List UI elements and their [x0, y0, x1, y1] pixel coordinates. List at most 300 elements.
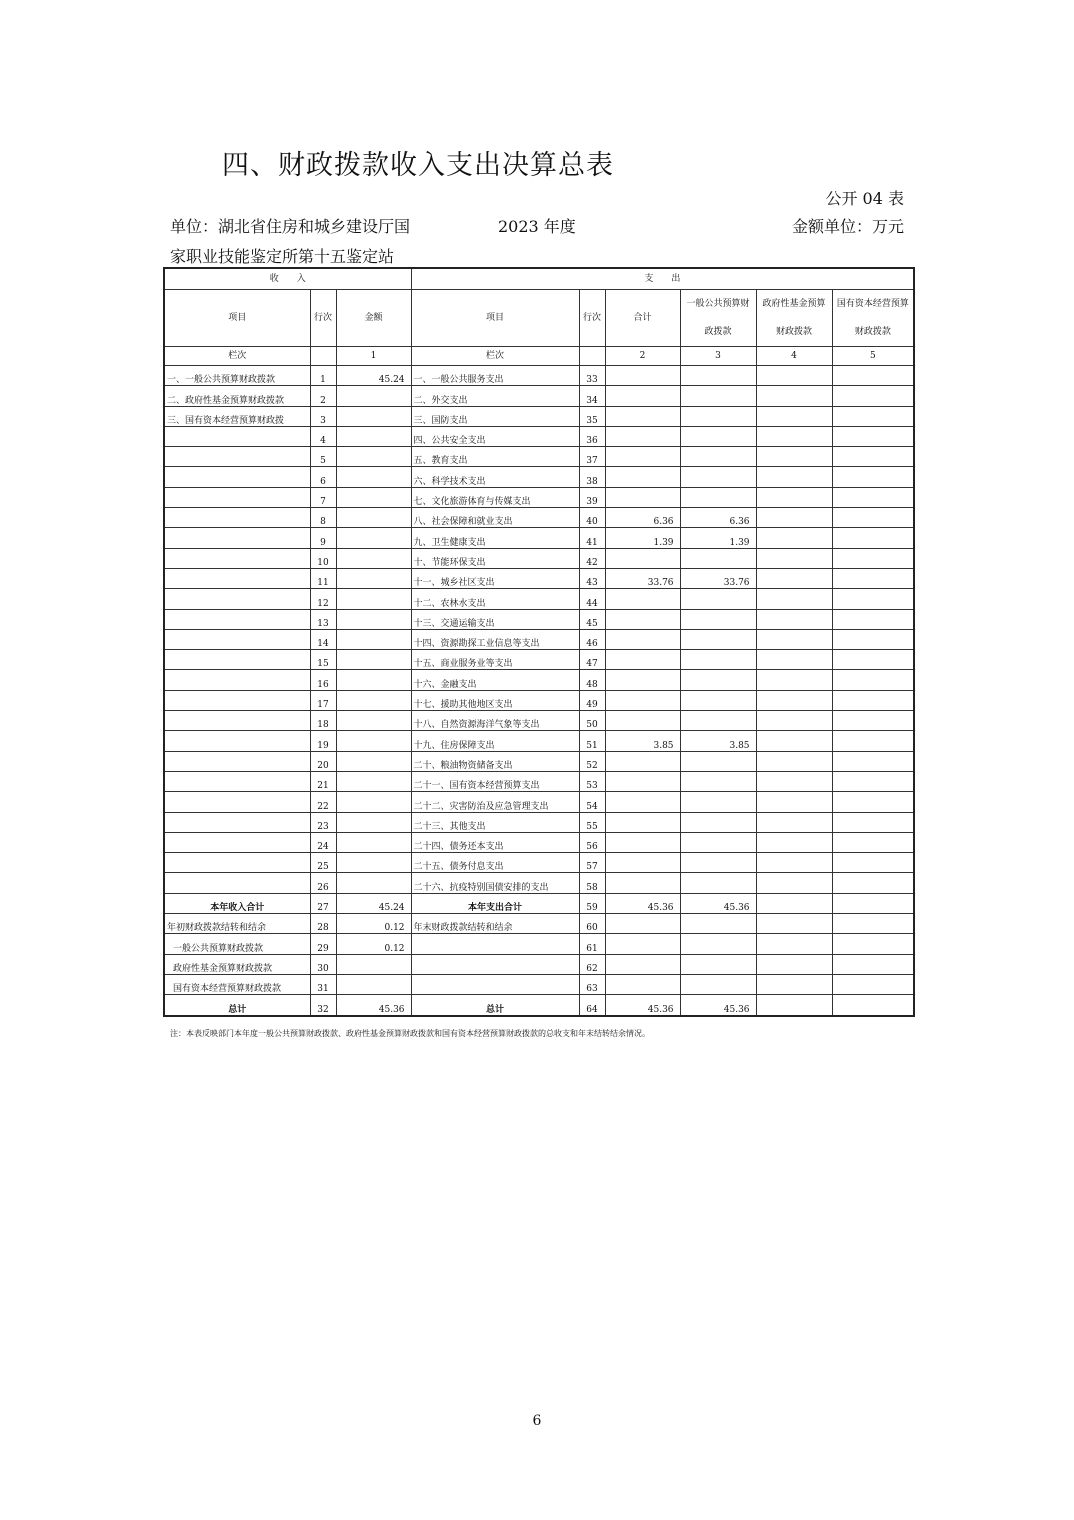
income-amount — [336, 609, 411, 629]
expense-state — [832, 853, 914, 873]
table-row — [164, 853, 914, 873]
expense-general — [680, 873, 756, 893]
carry-income-label: 年初财政拨款结转和结余 — [164, 914, 310, 934]
expense-general — [680, 711, 756, 731]
income-amount — [336, 670, 411, 690]
expense-gov — [756, 832, 832, 852]
expense-general — [680, 792, 756, 812]
expense-gov — [756, 447, 832, 467]
expense-total — [605, 467, 680, 487]
income-amount — [336, 873, 411, 893]
expense-gov — [756, 711, 832, 731]
expense-gov — [756, 650, 832, 670]
col-index-4: 4 — [756, 347, 832, 366]
income-item: 二、政府性基金预算财政拨款 — [164, 386, 310, 406]
col-header-general-budget: 一般公共预算财政拨款 — [680, 290, 756, 347]
col-header-income-rowno: 行次 — [310, 290, 336, 347]
expense-state — [832, 487, 914, 507]
col-index-2: 2 — [605, 347, 680, 366]
expense-item: 二十一、国有资本经营预算支出 — [411, 771, 579, 791]
expense-gov — [756, 751, 832, 771]
income-rowno: 4 — [310, 426, 336, 446]
expense-total — [605, 873, 680, 893]
income-item: 三、国有资本经营预算财政拨 — [164, 406, 310, 426]
sum-expense-label: 本年支出合计 — [411, 893, 579, 913]
expense-gov — [756, 609, 832, 629]
table-row — [164, 467, 914, 487]
expense-gov — [756, 853, 832, 873]
amount-unit: 金额单位：万元 — [791, 217, 904, 236]
expense-rowno: 33 — [579, 366, 605, 386]
grand-expense-general: 45.36 — [680, 995, 756, 1016]
income-rowno: 13 — [310, 609, 336, 629]
expense-total — [605, 792, 680, 812]
expense-state — [832, 771, 914, 791]
col-header-state-capital: 国有资本经营预算财政拨款 — [832, 290, 914, 347]
col-index-label-expense: 栏次 — [411, 347, 579, 366]
sub2-expense-rowno: 62 — [579, 954, 605, 974]
expense-item: 二十二、灾害防治及应急管理支出 — [411, 792, 579, 812]
income-item — [164, 650, 310, 670]
expense-rowno: 37 — [579, 447, 605, 467]
expense-general — [680, 447, 756, 467]
income-amount — [336, 589, 411, 609]
expense-item: 二、外交支出 — [411, 386, 579, 406]
income-item — [164, 568, 310, 588]
expense-general — [680, 751, 756, 771]
income-item — [164, 812, 310, 832]
income-item — [164, 487, 310, 507]
income-rowno: 18 — [310, 711, 336, 731]
sub3-expense-rowno: 63 — [579, 974, 605, 994]
grand-income-amount: 45.36 — [336, 995, 411, 1016]
expense-total — [605, 487, 680, 507]
expense-gov — [756, 690, 832, 710]
income-rowno: 9 — [310, 528, 336, 548]
empty-cell — [832, 954, 914, 974]
income-rowno: 15 — [310, 650, 336, 670]
income-item — [164, 528, 310, 548]
expense-item: 八、社会保障和就业支出 — [411, 508, 579, 528]
income-item — [164, 508, 310, 528]
expense-gov — [756, 426, 832, 446]
income-rowno: 7 — [310, 487, 336, 507]
expense-rowno: 43 — [579, 568, 605, 588]
income-item — [164, 792, 310, 812]
income-rowno: 6 — [310, 467, 336, 487]
col-index-label: 栏次 — [164, 347, 310, 366]
income-rowno: 17 — [310, 690, 336, 710]
table-row — [164, 690, 914, 710]
expense-rowno: 47 — [579, 650, 605, 670]
expense-rowno: 34 — [579, 386, 605, 406]
expense-rowno: 46 — [579, 629, 605, 649]
income-amount — [336, 853, 411, 873]
expense-gov — [756, 406, 832, 426]
expense-state — [832, 670, 914, 690]
income-rowno: 10 — [310, 548, 336, 568]
page-number: 6 — [532, 1413, 542, 1429]
expense-state — [832, 548, 914, 568]
empty-cell — [756, 954, 832, 974]
empty-cell — [756, 974, 832, 994]
income-item — [164, 589, 310, 609]
expense-state — [832, 447, 914, 467]
expense-state — [832, 731, 914, 751]
income-rowno: 1 — [310, 366, 336, 386]
col-header-gov-fund: 政府性基金预算财政拨款 — [756, 290, 832, 347]
expense-item: 三、国防支出 — [411, 406, 579, 426]
income-item — [164, 548, 310, 568]
empty-cell — [832, 934, 914, 954]
table-row — [164, 670, 914, 690]
expense-general: 6.36 — [680, 508, 756, 528]
expense-rowno: 42 — [579, 548, 605, 568]
sub3-income-rowno: 31 — [310, 974, 336, 994]
table-row — [164, 568, 914, 588]
expense-total: 1.39 — [605, 528, 680, 548]
income-rowno: 20 — [310, 751, 336, 771]
expense-item: 十五、商业服务业等支出 — [411, 650, 579, 670]
income-amount — [336, 812, 411, 832]
expense-state — [832, 589, 914, 609]
col-index-blank-expense — [579, 347, 605, 366]
income-amount — [336, 406, 411, 426]
income-rowno: 11 — [310, 568, 336, 588]
expense-state — [832, 366, 914, 386]
expense-general — [680, 812, 756, 832]
budget-summary-table — [163, 267, 915, 1017]
table-note: 注：本表反映部门本年度一般公共预算财政拨款、政府性基金预算财政拨款和国有资本经营预算财政拨款的总收支和年末结转结余情况。 — [170, 1029, 650, 1038]
empty-cell — [680, 934, 756, 954]
expense-item: 二十五、债务付息支出 — [411, 853, 579, 873]
income-rowno: 12 — [310, 589, 336, 609]
income-item — [164, 467, 310, 487]
income-item: 一、一般公共预算财政拨款 — [164, 366, 310, 386]
income-rowno: 19 — [310, 731, 336, 751]
empty-cell — [336, 974, 411, 994]
sub2-income-label: 政府性基金预算财政拨款 — [164, 954, 310, 974]
income-rowno: 21 — [310, 771, 336, 791]
expense-item: 十一、城乡社区支出 — [411, 568, 579, 588]
expense-item: 十六、金融支出 — [411, 670, 579, 690]
income-amount: 45.24 — [336, 366, 411, 386]
expense-total — [605, 447, 680, 467]
expense-general — [680, 609, 756, 629]
col-index-3: 3 — [680, 347, 756, 366]
table-row — [164, 366, 914, 386]
empty-cell — [756, 934, 832, 954]
empty-cell — [605, 934, 680, 954]
carry-expense-label: 年末财政拨款结转和结余 — [411, 914, 579, 934]
expense-general — [680, 650, 756, 670]
expense-gov — [756, 873, 832, 893]
income-amount — [336, 568, 411, 588]
expense-rowno: 57 — [579, 853, 605, 873]
sum-expense-general: 45.36 — [680, 893, 756, 913]
income-item — [164, 711, 310, 731]
expense-total: 33.76 — [605, 568, 680, 588]
carry-income-amount: 0.12 — [336, 914, 411, 934]
expense-rowno: 56 — [579, 832, 605, 852]
income-rowno: 14 — [310, 629, 336, 649]
table-row — [164, 609, 914, 629]
expense-total — [605, 548, 680, 568]
expense-general — [680, 406, 756, 426]
income-rowno: 8 — [310, 508, 336, 528]
income-amount — [336, 731, 411, 751]
empty-cell — [336, 954, 411, 974]
grand-income-label: 总计 — [164, 995, 310, 1016]
col-header-total: 合计 — [605, 290, 680, 347]
sub1-expense-rowno: 61 — [579, 934, 605, 954]
income-item — [164, 731, 310, 751]
expense-general — [680, 832, 756, 852]
col-header-expense-item: 项目 — [411, 290, 579, 347]
expense-general — [680, 771, 756, 791]
empty-cell — [411, 974, 579, 994]
expense-total — [605, 609, 680, 629]
empty-cell — [605, 914, 680, 934]
table-row — [164, 792, 914, 812]
expense-rowno: 41 — [579, 528, 605, 548]
expense-item: 十九、住房保障支出 — [411, 731, 579, 751]
table-row — [164, 548, 914, 568]
expense-general — [680, 853, 756, 873]
income-amount — [336, 832, 411, 852]
table-row — [164, 812, 914, 832]
col-header-expense-rowno: 行次 — [579, 290, 605, 347]
expense-gov — [756, 508, 832, 528]
table-row — [164, 650, 914, 670]
expense-total — [605, 366, 680, 386]
income-item — [164, 690, 310, 710]
unit-name-line1: 单位：湖北省住房和城乡建设厅国 — [170, 217, 411, 236]
sub1-income-label: 一般公共预算财政拨款 — [164, 934, 310, 954]
col-index-blank — [310, 347, 336, 366]
income-amount — [336, 426, 411, 446]
expense-rowno: 44 — [579, 589, 605, 609]
income-amount — [336, 629, 411, 649]
sub3-income-label: 国有资本经营预算财政拨款 — [164, 974, 310, 994]
empty-cell — [756, 914, 832, 934]
expense-state — [832, 528, 914, 548]
expense-general: 3.85 — [680, 731, 756, 751]
expense-general — [680, 366, 756, 386]
sub2-income-rowno: 30 — [310, 954, 336, 974]
expense-item: 二十六、抗疫特别国债安排的支出 — [411, 873, 579, 893]
expense-gov — [756, 670, 832, 690]
expense-general — [680, 487, 756, 507]
expense-total — [605, 650, 680, 670]
expense-rowno: 35 — [579, 406, 605, 426]
carry-expense-rowno: 60 — [579, 914, 605, 934]
expense-general: 1.39 — [680, 528, 756, 548]
expense-total — [605, 751, 680, 771]
expense-state — [832, 426, 914, 446]
income-item — [164, 853, 310, 873]
expense-item: 二十四、债务还本支出 — [411, 832, 579, 852]
expense-item: 十二、农林水支出 — [411, 589, 579, 609]
income-rowno: 22 — [310, 792, 336, 812]
table-row — [164, 629, 914, 649]
expense-total — [605, 771, 680, 791]
income-item — [164, 629, 310, 649]
table-row — [164, 426, 914, 446]
expense-item: 二十三、其他支出 — [411, 812, 579, 832]
table-row — [164, 447, 914, 467]
expense-gov — [756, 589, 832, 609]
expense-state — [832, 751, 914, 771]
income-amount — [336, 386, 411, 406]
expense-rowno: 45 — [579, 609, 605, 629]
expense-item: 一、一般公共服务支出 — [411, 366, 579, 386]
expense-general — [680, 629, 756, 649]
empty-cell — [680, 954, 756, 974]
income-item — [164, 609, 310, 629]
income-amount — [336, 650, 411, 670]
expense-general — [680, 467, 756, 487]
grand-expense-label: 总计 — [411, 995, 579, 1016]
col-header-income-item: 项目 — [164, 290, 310, 347]
income-item — [164, 670, 310, 690]
expense-gov — [756, 771, 832, 791]
income-header: 收 入 — [164, 268, 411, 290]
expense-item: 六、科学技术支出 — [411, 467, 579, 487]
income-rowno: 26 — [310, 873, 336, 893]
empty-cell — [411, 934, 579, 954]
sum-expense-gov — [756, 893, 832, 913]
expense-gov — [756, 467, 832, 487]
expense-total: 3.85 — [605, 731, 680, 751]
income-amount — [336, 690, 411, 710]
expense-rowno: 54 — [579, 792, 605, 812]
empty-cell — [680, 914, 756, 934]
expense-item: 九、卫生健康支出 — [411, 528, 579, 548]
expense-state — [832, 386, 914, 406]
empty-cell — [605, 954, 680, 974]
expense-item: 十四、资源勘探工业信息等支出 — [411, 629, 579, 649]
expense-rowno: 40 — [579, 508, 605, 528]
table-row — [164, 386, 914, 406]
income-rowno: 3 — [310, 406, 336, 426]
expense-total — [605, 711, 680, 731]
expense-general — [680, 670, 756, 690]
income-rowno: 23 — [310, 812, 336, 832]
expense-rowno: 53 — [579, 771, 605, 791]
unit-name-line2: 家职业技能鉴定所第十五鉴定站 — [170, 247, 395, 266]
expense-total — [605, 690, 680, 710]
sum-expense-rowno: 59 — [579, 893, 605, 913]
expense-state — [832, 832, 914, 852]
expense-rowno: 38 — [579, 467, 605, 487]
empty-cell — [411, 954, 579, 974]
expense-item: 七、文化旅游体育与传媒支出 — [411, 487, 579, 507]
expense-rowno: 50 — [579, 711, 605, 731]
expense-total — [605, 853, 680, 873]
form-code: 公开 04 表 — [825, 189, 904, 208]
col-header-income-amount: 金额 — [336, 290, 411, 347]
page-title: 四、财政拨款收入支出决算总表 — [222, 150, 614, 181]
income-amount — [336, 467, 411, 487]
sub1-income-amount: 0.12 — [336, 934, 411, 954]
expense-gov — [756, 812, 832, 832]
income-amount — [336, 751, 411, 771]
table-row — [164, 508, 914, 528]
expense-state — [832, 792, 914, 812]
empty-cell — [756, 995, 832, 1016]
sum-income-label: 本年收入合计 — [164, 893, 310, 913]
expense-state — [832, 873, 914, 893]
sum-expense-state — [832, 893, 914, 913]
expense-general: 33.76 — [680, 568, 756, 588]
income-amount — [336, 487, 411, 507]
expense-total — [605, 406, 680, 426]
col-index-1: 1 — [336, 347, 411, 366]
col-index-5: 5 — [832, 347, 914, 366]
expense-general — [680, 690, 756, 710]
expense-state — [832, 650, 914, 670]
sub1-income-rowno: 29 — [310, 934, 336, 954]
income-rowno: 24 — [310, 832, 336, 852]
expense-state — [832, 690, 914, 710]
income-item — [164, 426, 310, 446]
expense-state — [832, 711, 914, 731]
expense-total — [605, 812, 680, 832]
income-amount — [336, 508, 411, 528]
sum-income-amount: 45.24 — [336, 893, 411, 913]
expense-gov — [756, 487, 832, 507]
expense-rowno: 52 — [579, 751, 605, 771]
grand-income-rowno: 32 — [310, 995, 336, 1016]
table-row — [164, 487, 914, 507]
empty-cell — [605, 974, 680, 994]
empty-cell — [832, 995, 914, 1016]
expense-gov — [756, 386, 832, 406]
income-item — [164, 771, 310, 791]
income-amount — [336, 548, 411, 568]
expense-rowno: 36 — [579, 426, 605, 446]
expense-state — [832, 406, 914, 426]
income-item — [164, 447, 310, 467]
carry-income-rowno: 28 — [310, 914, 336, 934]
expense-total — [605, 629, 680, 649]
expense-item: 十八、自然资源海洋气象等支出 — [411, 711, 579, 731]
expense-general — [680, 386, 756, 406]
expense-state — [832, 812, 914, 832]
expense-state — [832, 629, 914, 649]
income-rowno: 25 — [310, 853, 336, 873]
table-row — [164, 711, 914, 731]
expense-gov — [756, 548, 832, 568]
expense-state — [832, 508, 914, 528]
grand-expense-total: 45.36 — [605, 995, 680, 1016]
expense-state — [832, 609, 914, 629]
empty-cell — [680, 974, 756, 994]
expense-state — [832, 467, 914, 487]
income-rowno: 5 — [310, 447, 336, 467]
expense-total — [605, 386, 680, 406]
income-rowno: 16 — [310, 670, 336, 690]
income-rowno: 2 — [310, 386, 336, 406]
expense-item: 十七、援助其他地区支出 — [411, 690, 579, 710]
table-row — [164, 528, 914, 548]
grand-expense-rowno: 64 — [579, 995, 605, 1016]
expense-item: 五、教育支出 — [411, 447, 579, 467]
expense-total — [605, 426, 680, 446]
expense-general — [680, 589, 756, 609]
table-row — [164, 771, 914, 791]
